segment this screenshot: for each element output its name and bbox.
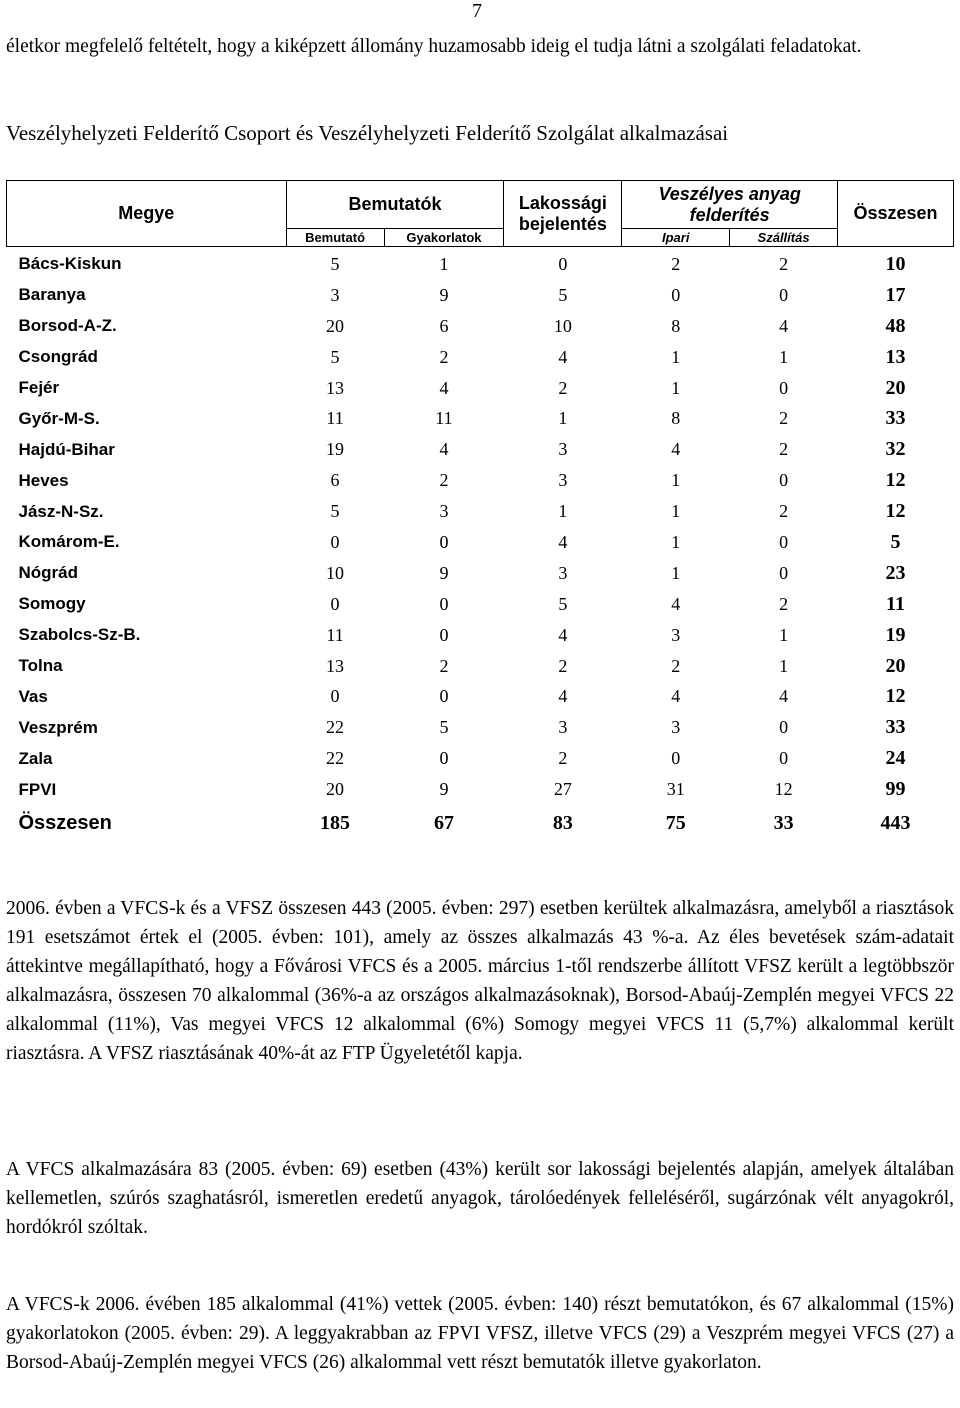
gyakorlatok-cell: 9 — [439, 779, 449, 800]
page-number: 7 — [472, 0, 482, 22]
szallitas-cell: 4 — [779, 315, 789, 336]
header-veszelyes: Veszélyes anyag felderítés — [622, 181, 838, 229]
bemutato-cell: 0 — [330, 686, 340, 707]
osszesen-cell: 12 — [885, 500, 906, 523]
table-row — [7, 465, 954, 496]
bemutato-cell: 20 — [326, 779, 345, 800]
header-bemutatok: Bemutatók — [286, 181, 504, 229]
ipari-cell: 2 — [671, 655, 681, 676]
bemutato-cell: 13 — [326, 655, 345, 676]
ipari-cell: 1 — [671, 531, 681, 552]
gyakorlatok-cell: 11 — [435, 408, 453, 429]
ipari-cell: 75 — [665, 811, 686, 834]
osszesen-cell: 11 — [886, 592, 905, 615]
ipari-cell: 1 — [671, 377, 681, 398]
county-cell: Baranya — [18, 285, 86, 305]
header-gyakorlatok: Gyakorlatok — [384, 229, 504, 247]
ipari-cell: 0 — [671, 748, 681, 769]
gyakorlatok-cell: 4 — [439, 439, 449, 460]
bemutato-cell: 185 — [320, 811, 351, 834]
bemutato-cell: 6 — [330, 470, 340, 491]
lakossagi-cell: 2 — [558, 655, 568, 676]
header-ipari: Ipari — [622, 229, 730, 247]
osszesen-cell: 20 — [885, 654, 906, 677]
szallitas-cell: 0 — [779, 377, 789, 398]
table-row — [7, 403, 954, 434]
county-cell: Győr-M-S. — [18, 408, 100, 428]
bemutato-cell: 0 — [330, 593, 340, 614]
table-row — [7, 434, 954, 465]
county-cell: Heves — [18, 470, 69, 490]
county-cell: Komárom-E. — [18, 532, 120, 552]
lakossagi-cell: 3 — [558, 439, 568, 460]
table-row — [7, 342, 954, 373]
szallitas-cell: 1 — [779, 655, 789, 676]
paragraph-1: 2006. évben a VFCS-k és a VFSZ összesen 443 (2005. évben: 297) esetben kerültek alkalmazásra, amelyből a riasztások 191 esetszámot értek el (2005. évben: 101), amely az összes alkalmazás 43 %-a. Az éles bevetések szám-adatait áttekintve megállapítható, hogy a Fővárosi VFCS és a 2005. március 1-től rendszerbe állított VFSZ került a legtöbbször alkalmazásra, összesen 70 alkalommal (36%-a az országos alkalmazásoknak), Borsod-Abaúj-Zemplén megyei VFCS 22 alkalommal (11%), Vas megyei VFCS 12 alkalommal (6%) Somogy megyei VFCS 11 (5,7%) alkalommal került riasztásra. A VFSZ riasztásának 40%-át az FTP Ügyeletétől kapja. — [6, 898, 954, 1064]
ipari-cell: 1 — [671, 346, 681, 367]
szallitas-cell: 0 — [779, 562, 789, 583]
table-row — [7, 712, 954, 743]
osszesen-cell: 33 — [885, 407, 906, 430]
ipari-cell: 3 — [671, 717, 681, 738]
county-cell: Fejér — [18, 378, 60, 397]
ipari-cell: 1 — [671, 562, 681, 583]
county-cell: Szabolcs-Sz-B. — [18, 625, 141, 645]
county-cell: Nógrád — [18, 563, 78, 583]
osszesen-cell: 12 — [885, 469, 906, 492]
szallitas-cell: 2 — [779, 501, 789, 522]
ipari-cell: 8 — [671, 315, 681, 336]
szallitas-cell: 0 — [779, 717, 789, 738]
header-megye: Megye — [7, 181, 287, 247]
gyakorlatok-cell: 67 — [433, 811, 454, 834]
lakossagi-cell: 4 — [558, 346, 568, 367]
county-cell: Bács-Kiskun — [18, 254, 122, 274]
bemutato-cell: 13 — [326, 377, 345, 398]
county-cell: Vas — [18, 686, 48, 706]
gyakorlatok-cell: 0 — [439, 686, 449, 707]
gyakorlatok-cell: 0 — [439, 593, 449, 614]
szallitas-cell: 2 — [779, 253, 789, 274]
bemutato-cell: 11 — [326, 408, 344, 429]
ipari-cell: 4 — [671, 686, 681, 707]
osszesen-cell: 5 — [890, 530, 901, 553]
osszesen-cell: 23 — [885, 561, 906, 584]
szallitas-cell: 1 — [779, 624, 789, 645]
osszesen-cell: 13 — [885, 345, 906, 368]
county-cell: Veszprém — [18, 717, 98, 737]
szallitas-cell: 2 — [779, 408, 789, 429]
ipari-cell: 1 — [671, 501, 681, 522]
county-cell: Tolna — [18, 656, 63, 676]
lakossagi-cell: 5 — [558, 284, 568, 305]
szallitas-cell: 12 — [774, 779, 793, 800]
table-row — [7, 247, 954, 280]
osszesen-cell: 33 — [885, 716, 906, 739]
osszesen-cell: 10 — [885, 252, 906, 275]
county-cell: Jász-N-Sz. — [18, 501, 104, 521]
gyakorlatok-cell: 6 — [439, 315, 449, 336]
bemutato-cell: 3 — [330, 284, 340, 305]
county-cell: Somogy — [18, 594, 86, 614]
gyakorlatok-cell: 3 — [439, 501, 449, 522]
lakossagi-cell: 1 — [558, 408, 568, 429]
lakossagi-cell: 3 — [558, 470, 568, 491]
table-row — [7, 280, 954, 311]
szallitas-cell: 1 — [779, 346, 789, 367]
deployments-table — [6, 180, 954, 841]
ipari-cell: 0 — [671, 284, 681, 305]
lakossagi-cell: 83 — [552, 811, 573, 834]
osszesen-cell: 17 — [885, 283, 906, 306]
ipari-cell: 2 — [671, 253, 681, 274]
gyakorlatok-cell: 0 — [439, 624, 449, 645]
gyakorlatok-cell: 5 — [439, 717, 449, 738]
lakossagi-cell: 3 — [558, 562, 568, 583]
szallitas-cell: 0 — [779, 748, 789, 769]
county-cell: Zala — [18, 748, 53, 768]
osszesen-cell: 19 — [885, 623, 906, 646]
header-bemutato: Bemutató — [286, 229, 384, 247]
table-row — [7, 373, 954, 404]
lakossagi-cell: 27 — [553, 779, 572, 800]
ipari-cell: 8 — [671, 408, 681, 429]
lakossagi-cell: 5 — [558, 593, 568, 614]
szallitas-cell: 0 — [779, 284, 789, 305]
gyakorlatok-cell: 9 — [439, 562, 449, 583]
gyakorlatok-cell: 0 — [439, 748, 449, 769]
table-row — [7, 681, 954, 712]
szallitas-cell: 4 — [779, 686, 789, 707]
paragraph-3: A VFCS-k 2006. évében 185 alkalommal (41%) vettek (2005. évben: 140) részt bemutatókon, és 67 alkalommal (15%) gyakorlatokon (2005. évben: 29). A leggyakrabban az FPVI VFSZ, illetve VFCS (29) a Veszprém megyei VFCS (27) a Borsod-Abaúj-Zemplén megyei VFCS (26) alkalommal vett részt bemutatók illetve gyakorlaton. — [6, 1294, 954, 1373]
header-osszesen: Összesen — [838, 181, 954, 247]
lakossagi-cell: 4 — [558, 686, 568, 707]
table-row — [7, 527, 954, 558]
table-row — [7, 774, 954, 805]
lakossagi-cell: 1 — [558, 501, 568, 522]
gyakorlatok-cell: 4 — [439, 377, 449, 398]
table-row — [7, 311, 954, 342]
szallitas-cell: 33 — [773, 811, 794, 834]
county-cell: FPVI — [18, 779, 57, 799]
county-cell: Csongrád — [18, 347, 98, 367]
ipari-cell: 4 — [671, 593, 681, 614]
section-title: Veszélyhelyzeti Felderítő Csoport és Veszélyhelyzeti Felderítő Szolgálat alkalmazásai — [6, 121, 729, 145]
lakossagi-cell: 4 — [558, 624, 568, 645]
bemutato-cell: 10 — [326, 562, 345, 583]
table-row — [7, 496, 954, 527]
bemutato-cell: 22 — [326, 717, 345, 738]
osszesen-cell: 48 — [885, 314, 906, 337]
bemutato-cell: 5 — [330, 501, 340, 522]
gyakorlatok-cell: 2 — [439, 346, 449, 367]
osszesen-cell: 24 — [885, 747, 906, 770]
ipari-cell: 31 — [666, 779, 685, 800]
gyakorlatok-cell: 9 — [439, 284, 449, 305]
bemutato-cell: 22 — [326, 748, 345, 769]
county-cell: Hajdú-Bihar — [18, 439, 115, 459]
ipari-cell: 1 — [671, 470, 681, 491]
grand-total-row — [7, 805, 954, 841]
table-row — [7, 620, 954, 651]
lakossagi-cell: 2 — [558, 748, 568, 769]
gyakorlatok-cell: 1 — [439, 253, 449, 274]
header-szallitas: Szállítás — [730, 229, 838, 247]
bemutato-cell: 0 — [330, 531, 340, 552]
table-row — [7, 589, 954, 620]
lakossagi-cell: 0 — [558, 253, 568, 274]
table-row — [7, 558, 954, 589]
gyakorlatok-cell: 2 — [439, 655, 449, 676]
paragraph-2: A VFCS alkalmazására 83 (2005. évben: 69) esetben (43%) került sor lakossági bejelentés alapján, amelyek általában kellemetlen, szúrós szaghatásról, ismeretlen eredetű anyagok, tárolóedények felleléséről, sugárzónak vélt anyagokról, hordókról szóltak. — [6, 1159, 954, 1238]
gyakorlatok-cell: 0 — [439, 531, 449, 552]
osszesen-cell: 12 — [885, 685, 906, 708]
lakossagi-cell: 2 — [558, 377, 568, 398]
intro-paragraph: életkor megfelelő feltételt, hogy a kiképzett állomány huzamosabb ideig el tudja látni a szolgálati feladatokat. — [6, 36, 862, 57]
osszesen-cell: 443 — [880, 811, 911, 834]
header-lakossagi: Lakossági bejelentés — [504, 181, 622, 247]
ipari-cell: 4 — [671, 439, 681, 460]
szallitas-cell: 0 — [779, 531, 789, 552]
bemutato-cell: 20 — [326, 315, 345, 336]
osszesen-cell: 99 — [885, 778, 906, 801]
bemutato-cell: 5 — [330, 346, 340, 367]
bemutato-cell: 5 — [330, 253, 340, 274]
szallitas-cell: 0 — [779, 470, 789, 491]
lakossagi-cell: 10 — [553, 315, 572, 336]
osszesen-cell: 32 — [885, 438, 906, 461]
table-row — [7, 651, 954, 682]
lakossagi-cell: 4 — [558, 531, 568, 552]
szallitas-cell: 2 — [779, 593, 789, 614]
table-row — [7, 743, 954, 774]
szallitas-cell: 2 — [779, 439, 789, 460]
osszesen-cell: 20 — [885, 376, 906, 399]
lakossagi-cell: 3 — [558, 717, 568, 738]
bemutato-cell: 19 — [326, 439, 345, 460]
gyakorlatok-cell: 2 — [439, 470, 449, 491]
county-cell: Összesen — [18, 811, 112, 834]
bemutato-cell: 11 — [326, 624, 344, 645]
ipari-cell: 3 — [671, 624, 681, 645]
county-cell: Borsod-A-Z. — [18, 316, 117, 336]
